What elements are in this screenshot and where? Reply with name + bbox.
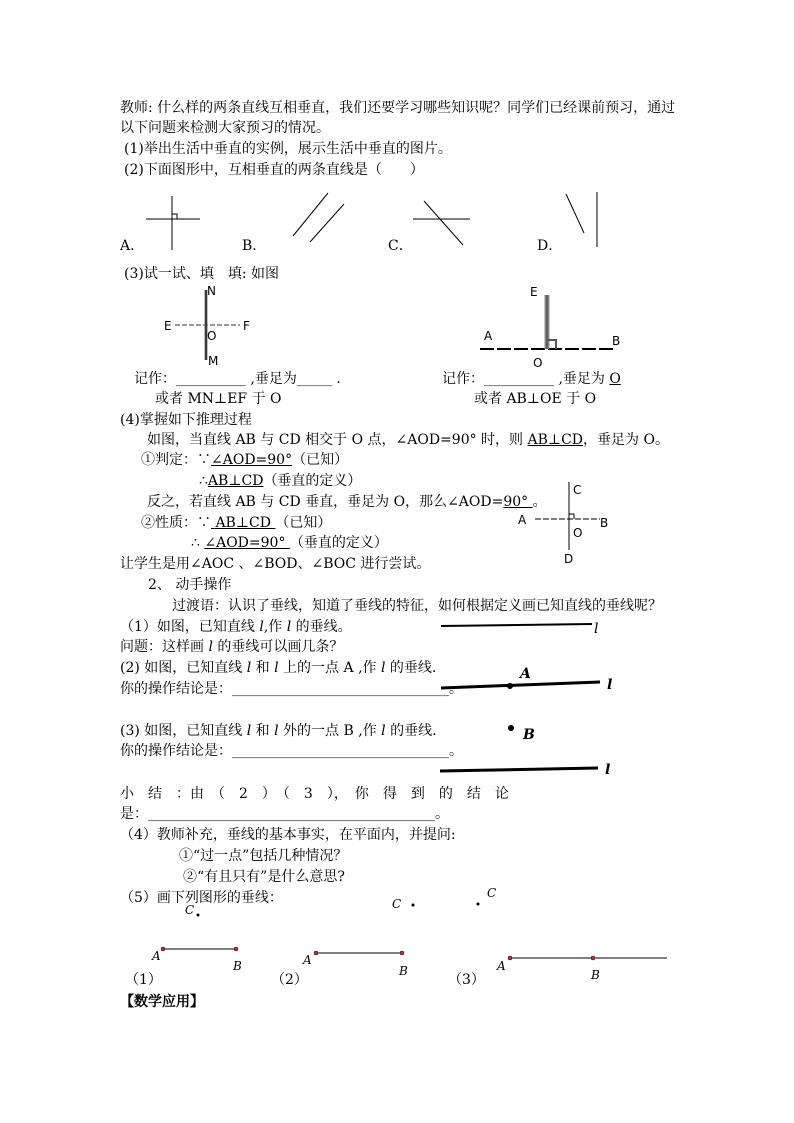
caption-3: （3） [448,972,485,988]
label-e: E [164,319,172,333]
q4-property: ②性质：∵ AB⊥CD （已知） [141,515,332,531]
q4-judge-conclusion: ∴AB⊥CD（垂直的定义） [199,473,362,489]
point-b [508,725,514,731]
label-e2: E [530,285,538,299]
choice-b: B． [242,238,267,254]
left-alt-notation: 或者 MN⊥EF 于 O [155,391,282,407]
q4-converse: 反之，若直线 AB 与 CD 垂直，垂足为 O，那么∠AOD=90° 。 [147,494,547,510]
choice-c: C． [388,238,413,254]
section-4-question-b: ②“有且只有”是什么意思? [183,869,345,885]
figure-choice-b [293,193,344,242]
figure-s5-2 [314,904,415,956]
conclusion-3: 你的操作结论是：_______________________________。 [120,743,463,759]
line-l-3 [440,768,598,771]
question-4-title: (4)掌握如下推理过程 [120,412,252,428]
problem-1: （1）如图，已知直线 l,作 l 的垂线。 [120,619,352,635]
label-a-line: A [520,666,531,682]
figure-q3-left [175,290,240,360]
right-notation: 记作：__________ ,垂足为 O [442,371,621,387]
label-a2: A [484,329,493,343]
label-f: F [243,319,250,333]
caption-2: （2） [271,972,308,988]
label-o4: O [573,526,583,540]
label-l3: l [605,762,611,778]
conclusion-2: 你的操作结论是：_______________________________。 [120,681,463,697]
label-a5-2: A [303,953,312,967]
section-4-title: （4）教师补充，垂线的基本事实，在平面内，并提问: [120,827,456,843]
footer-heading: 【数学应用】 [120,994,204,1010]
q4-judge: ①判定：∵∠AOD=90°（已知） [141,452,349,468]
intro-line-1: 教师: 什么样的两条直线互相垂直，我们还要学习哪些知识呢？同学们已经课前预习，通过 [120,100,676,116]
choice-a: A． [120,238,145,254]
label-d4: D [564,552,574,566]
summary-line-2: 是：_________________________________________。 [120,806,449,822]
figure-s5-3 [477,903,668,961]
label-m: M [208,354,219,368]
label-c5-1: C [185,903,195,917]
label-o2: O [533,355,543,369]
label-a5-1: A [152,949,161,963]
right-alt-notation: 或者 AB⊥OE 于 O [474,391,597,407]
figure-choice-d [566,192,597,247]
label-a4: A [518,513,527,527]
transition-text: 过渡语：认识了垂线，知道了垂线的特征，如何根据定义画已知直线的垂线呢？ [172,598,662,614]
summary-line-1: 小 结 ：由 （ 2 ） （ 3 ）， 你 得 到 的 结 论 [120,786,509,802]
problem-2: (2) 如图，已知直线 l 和 l 上的一点 A ,作 l 的垂线. [120,660,437,676]
label-n: N [207,284,216,298]
choice-d: D． [537,238,563,254]
question-3-title: (3)试一试、填 填: 如图 [124,266,279,282]
label-b2: B [612,334,621,348]
label-b-point: B [523,727,535,743]
figure-q4 [535,482,600,550]
label-l1: l [594,621,599,637]
figure-s5-1 [161,914,238,952]
section-5-title: （5）画下列图形的垂线： [120,890,283,906]
section-4-question-a: ①“过一点”包括几种情况？ [179,848,348,864]
figure-q3-right [480,295,614,349]
label-c4: C [573,483,582,497]
label-c5-3: C [487,886,497,900]
label-b5-1: B [233,959,242,973]
section-2-title: 2、 动手操作 [148,577,232,593]
label-c5-2: C [392,897,402,911]
q4-try: 让学生是用∠AOC 、∠BOD、∠BOC 进行尝试。 [120,556,431,572]
label-b5-2: B [399,964,408,978]
label-a5-3: A [497,959,506,973]
label-b4: B [600,516,609,530]
problem-question: 问题：这样画 l 的垂线可以画几条？ [120,639,344,655]
left-notation: 记作：__________ ,垂足为_____ . [134,371,341,387]
point-a [507,683,513,689]
label-l2: l [607,677,613,693]
label-o: O [207,329,217,343]
q4-body: 如图，当直线 AB 与 CD 相交于 O 点，∠AOD=90° 时，则 AB⊥CD，垂足为 O。 [147,432,669,448]
caption-1: （1） [125,972,162,988]
question-2: (2)下面图形中，互相垂直的两条直线是（ ） [124,162,424,178]
question-1: (1)举出生活中垂直的实例，展示生活中垂直的图片。 [124,141,452,157]
intro-line-2: 以下问题来检测大家预习的情况。 [120,120,330,136]
figure-choice-c [413,201,470,245]
problem-3: (3) 如图，已知直线 l 和 l 外的一点 B ,作 l 的垂线. [120,723,437,739]
label-b5-3: B [591,968,600,982]
line-l-1 [441,624,592,626]
figure-choice-a [146,196,200,250]
line-l-2 [441,682,600,688]
q4-property-conclusion: ∴ ∠AOD=90° （垂直的定义） [191,535,388,551]
